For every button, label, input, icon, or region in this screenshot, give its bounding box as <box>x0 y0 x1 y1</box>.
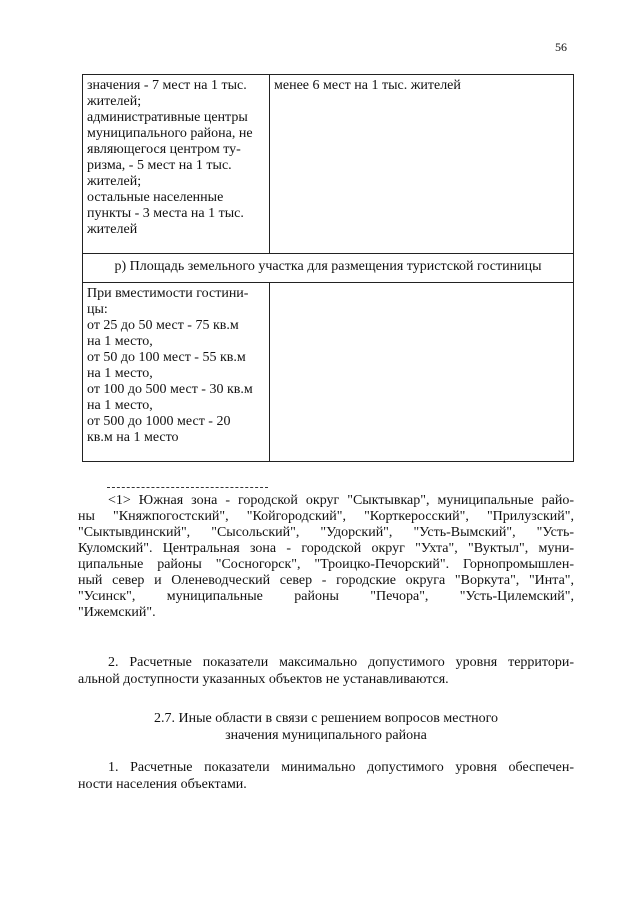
table-cell-right <box>270 283 574 462</box>
footnote-line: ный север и Оленеводческий север - городские округа "Воркута", "Инта", <box>78 573 574 588</box>
paragraph-line: 1. Расчетные показатели минимально допустимого уровня обеспечен- <box>108 760 574 775</box>
cell-line: на 1 место, <box>87 334 153 349</box>
cell-line: жителей <box>87 222 138 237</box>
cell-line: являющегося центром ту- <box>87 142 241 157</box>
cell-line: остальные населенные <box>87 190 224 205</box>
paragraph-line: 2. Расчетные показатели максимально допустимого уровня территори- <box>108 655 574 670</box>
footnote-line: ны "Княжпогостский", "Койгородский", "Корткеросский", "Прилузский", <box>78 509 574 524</box>
paragraph <box>78 759 574 793</box>
heading-line: 2.7. Иные области в связи с решением вопросов местного <box>153 711 499 726</box>
heading-line: значения муниципального района <box>225 728 427 743</box>
cell-line: цы: <box>87 302 108 317</box>
table-cell-left <box>83 75 270 254</box>
cell-line: значения - 7 мест на 1 тыс. <box>87 78 247 93</box>
footnote <box>78 493 574 621</box>
footnote-line: ципальные районы "Сосногорск", "Троицко-Печорский". Горнопромышлен- <box>78 557 574 572</box>
cell-line: пункты - 3 места на 1 тыс. <box>87 206 244 221</box>
cell-line: на 1 место, <box>87 366 153 381</box>
table-cell-right: менее 6 мест на 1 тыс. жителей <box>270 75 574 254</box>
cell-line: жителей; <box>87 94 142 109</box>
footnote-line: "Ижемский". <box>78 605 156 620</box>
table-row <box>83 254 574 283</box>
footnote-line: <1> Южная зона - городской округ "Сыктывкар", муниципальные райо- <box>108 493 574 508</box>
paragraph-line: ности населения объектами. <box>78 777 247 792</box>
paragraph-line: альной доступности указанных объектов не устанавливаются. <box>78 672 449 687</box>
cell-line: муниципального района, не <box>87 126 253 141</box>
cell-line: от 100 до 500 мест - 30 кв.м <box>87 382 253 397</box>
cell-line: от 25 до 50 мест - 75 кв.м <box>87 318 239 333</box>
cell-line: от 500 до 1000 мест - 20 <box>87 414 231 429</box>
cell-line: жителей; <box>87 174 142 189</box>
table-row <box>83 283 574 462</box>
page-number: 56 <box>555 40 567 54</box>
paragraph <box>78 654 574 688</box>
cell-line: административные центры <box>87 110 248 125</box>
section-heading <box>78 710 574 744</box>
cell-line: от 50 до 100 мест - 55 кв.м <box>87 350 246 365</box>
cell-line: кв.м на 1 место <box>87 430 179 445</box>
footnote-line: "Усинск", муниципальные районы "Печора", "Усть-Цилемский", <box>78 589 574 604</box>
footnote-line: Куломский". Центральная зона - городской округ "Ухта", "Вуктыл", муни- <box>78 541 574 556</box>
cell-line: ризма, - 5 мест на 1 тыс. <box>87 158 232 173</box>
table-cell-left <box>83 283 270 462</box>
cell-line: на 1 место, <box>87 398 153 413</box>
cell-line: При вместимости гостини- <box>87 286 249 301</box>
table-row <box>83 75 574 254</box>
footnote-line: "Сыктывдинский", "Сысольский", "Удорский", "Усть-Вымский", "Усть- <box>78 525 574 540</box>
footnote-separator <box>107 487 268 488</box>
standards-table <box>82 74 574 462</box>
table-cell-merged: р) Площадь земельного участка для размещения туристской гостиницы <box>83 254 574 283</box>
